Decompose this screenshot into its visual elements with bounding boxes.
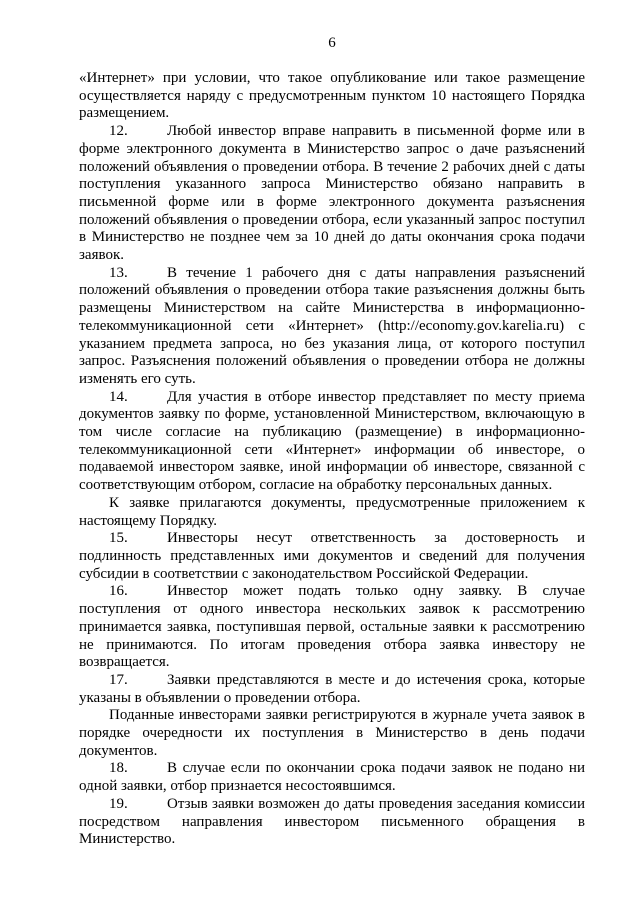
paragraph-text: Инвесторы несут ответственность за достоверность и подлинность представленных ими документов и сведений для получения субсидии в соответствии с законодательством Российской Федерации.: [79, 530, 585, 582]
page-number: 6: [328, 35, 336, 51]
paragraph-text: К заявке прилагаются документы, предусмотренные приложением к настоящему Порядку.: [79, 494, 585, 529]
paragraph-text: Отзыв заявки возможен до даты проведения заседания комиссии посредством направления инвестором письменного обращения в Министерство.: [79, 795, 585, 848]
paragraph-number: 16.: [109, 583, 128, 600]
paragraph-continuation: [79, 70, 585, 123]
paragraph-text: Инвестор может подать только одну заявку. В случае поступления от одного инвестора нескольких заявок к рассмотрению принимается заявка, поступившая первой, остальные заявки к рассмотрению не принимаются. По итогам проведения отбора заявка инвестору не возвращается.: [79, 583, 585, 671]
paragraph-18: [79, 760, 585, 795]
paragraph-17: [79, 672, 585, 707]
paragraph-number: 12.: [109, 123, 128, 140]
paragraph-19: [79, 796, 585, 849]
document-body: [79, 70, 585, 849]
paragraph-15: [79, 530, 585, 583]
paragraph-text: Любой инвестор вправе направить в письменной форме или в форме электронного документа в Министерство запрос о даче разъяснений положений объявления о проведении отбора. В течение 2 рабочих дней с даты поступления указанного запроса Министерство обязано направить в письменной форме или в форме электронного документа разъяснения положений объявления о проведении отбора, если указанный запрос поступил в Министерство не позднее чем за 10 дней до даты окончания срока подачи заявок.: [79, 123, 585, 264]
paragraph-12: [79, 123, 585, 265]
paragraph-17-registration: [79, 707, 585, 760]
paragraph-text: В случае если по окончании срока подачи заявок не подано ни одной заявки, отбор признается несостоявшимся.: [79, 760, 585, 795]
paragraph-13: [79, 265, 585, 389]
paragraph-14: [79, 389, 585, 495]
paragraph-number: 13.: [109, 264, 128, 281]
paragraph-number: 17.: [109, 671, 128, 688]
paragraph-number: 15.: [109, 530, 128, 547]
paragraph-text: В течение 1 рабочего дня с даты направления разъяснений положений объявления о проведении отбора такие разъяснения должны быть размещены Министерством на сайте Министерства в информационно-телекоммуникационной сети «Интернет» (http://economy.gov.karelia.ru) с указанием предмета запроса, но без указания лица, от которого поступил запрос. Разъяснения положений объявления о проведении отбора не должны изменять его суть.: [79, 264, 585, 387]
paragraph-14-attachments: [79, 495, 585, 530]
paragraph-number: 18.: [109, 760, 128, 777]
paragraph-16: [79, 583, 585, 672]
paragraph-text: Для участия в отборе инвестор представляет по месту приема документов заявку по форме, установленной Министерством, включающую в том числе согласие на публикацию (размещение) в информационно-телекоммуникационной сети «Интернет» информации об инвесторе, о подаваемой инвестором заявке, иной информации об инвесторе, связанной с соответствующим отбором, согласие на обработку персональных данных.: [79, 388, 585, 494]
paragraph-text: Заявки представляются в месте и до истечения срока, которые указаны в объявлении о проведении отбора.: [79, 671, 585, 706]
paragraph-text: Поданные инвесторами заявки регистрируются в журнале учета заявок в порядке очередности их поступления в Министерство в день подачи документов.: [79, 707, 585, 759]
paragraph-number: 14.: [109, 388, 128, 405]
paragraph-number: 19.: [109, 795, 128, 812]
paragraph-text: «Интернет» при условии, что такое опубликование или такое размещение осуществляется наряду с предусмотренным пунктом 10 настоящего Порядка размещением.: [79, 70, 585, 122]
